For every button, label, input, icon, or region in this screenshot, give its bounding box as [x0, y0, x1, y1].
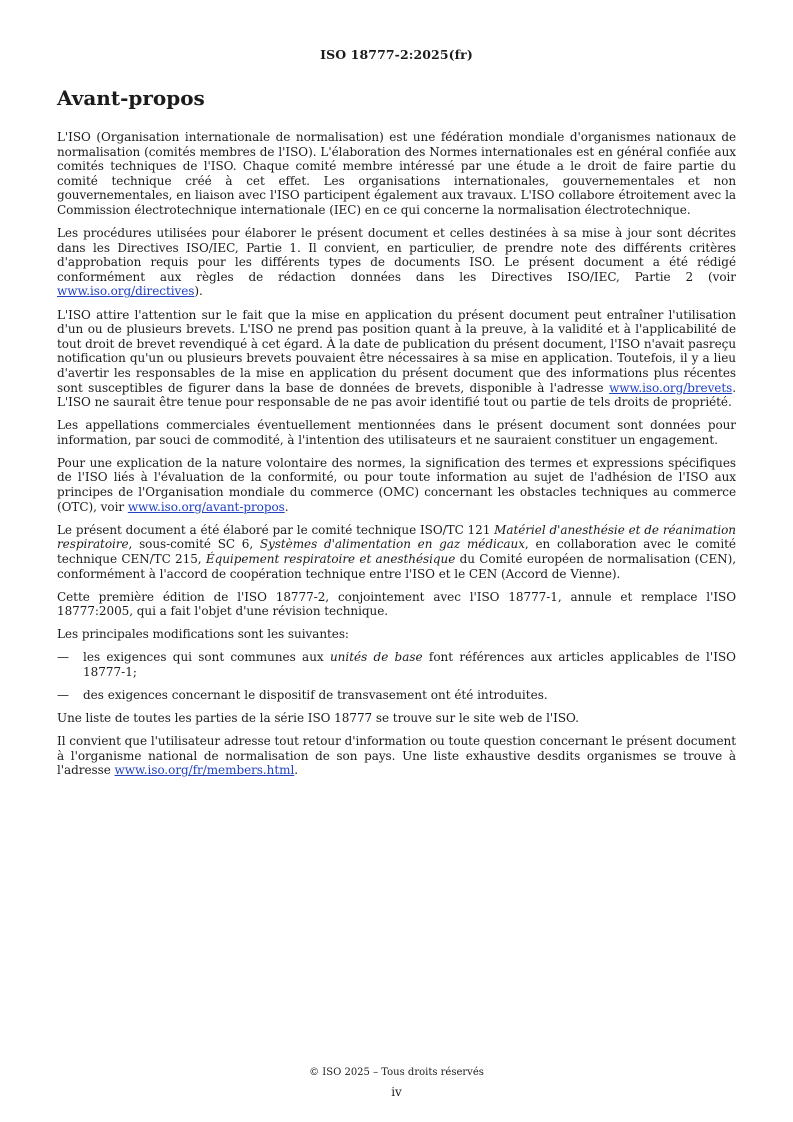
paragraph-text: Le présent document a été élaboré par le comité technique ISO/TC 121: [57, 522, 495, 537]
committee-title: Matériel d'anesthésie et de réanimation respiratoire: [57, 522, 736, 552]
paragraph-text-end: .: [284, 499, 289, 514]
paragraph-iso-description: L'ISO (Organisation internationale de normalisation) est une fédération mondiale d'organismes nationaux de normalisation (comités membres de l'ISO). L'élaboration des Normes internationales est en général confiée aux comités techniques de l'ISO. Chaque comité membre intéressé par une étude a le droit de faire partie du comité technique créé à cet effet. Les organisations internationales, gouvernementales et non gouvernementales, en liaison avec l'ISO participent également aux travaux. L'ISO collabore étroitement avec la Commission électrotechnique internationale (IEC) en ce qui concerne la normalisation électrotechnique.: [57, 130, 736, 217]
foreword-link[interactable]: www.iso.org/avant-propos: [127, 499, 285, 514]
list-item-text: des exigences concernant le dispositif de transvasement ont été introduites.: [83, 688, 548, 703]
paragraph-text-end: .: [294, 763, 299, 778]
paragraph-series: Une liste de toutes les parties de la série ISO 18777 se trouve sur le site web de l'ISO.: [57, 711, 579, 726]
paragraph-text: du Comité européen de normalisation (CEN), conformément à l'accord de coopération technique entre l'ISO et le CEN (Accord de Vienne).: [57, 551, 736, 581]
paragraph-patents: [57, 308, 736, 410]
list-dash: —: [57, 650, 69, 665]
paragraph-text-end: ).: [194, 284, 203, 299]
paragraph-voluntary-nature: [57, 456, 736, 514]
document-id-header: ISO 18777-2:2025(fr): [320, 47, 473, 62]
subcommittee-title: Systèmes d'alimentation en gaz médicaux: [259, 537, 525, 552]
directives-link[interactable]: www.iso.org/directives: [57, 284, 195, 299]
list-item: [57, 650, 736, 679]
paragraph-committee: [57, 523, 736, 581]
list-item-text: les exigences qui sont communes aux unités de base font références aux articles applicables de l'ISO 18777-1;: [83, 650, 736, 679]
cen-committee-title: Équipement respiratoire et anesthésique: [205, 551, 456, 566]
foreword-body: [57, 130, 736, 787]
paragraph-procedures: [57, 226, 736, 299]
paragraph-text: Les procédures utilisées pour élaborer le présent document et celles destinées à sa mise à jour sont décrites dans les Directives ISO/IEC, Partie 1. Il convient, en particulier, de prendre note des différents critères d'approbation requis pour les différents types de documents ISO. Le présent document a été rédigé conformément aux règles de rédaction données dans les Directives ISO/IEC, Partie 2 (voir: [57, 226, 736, 284]
paragraph-text: L'ISO attire l'attention sur le fait que la mise en application du présent document peut entraîner l'utilisation d'un ou de plusieurs brevets. L'ISO ne prend pas position quant à la preuve, à la validité et à l'applicabilité de tout droit de brevet revendiqué à cet égard. À la date de publication du présent document, l'ISO n'avait pasreçu notification qu'un ou plusieurs brevets pouvaient être nécessaires à sa mise en application. Toutefois, il y a lieu d'avertir les responsables de la mise en application du présent document que des informations plus récentes sont susceptibles de figurer dans la base de données de brevets, disponible à l'adresse: [57, 307, 736, 395]
paragraph-changes-intro: Les principales modifications sont les suivantes:: [57, 627, 349, 642]
page-number: iv: [391, 1085, 402, 1099]
paragraph-text: , sous-comité SC 6,: [128, 537, 260, 552]
list-dash: —: [57, 688, 69, 703]
paragraph-text: Pour une explication de la nature volontaire des normes, la signification des termes et expressions spécifiques de l'ISO liés à l'évaluation de la conformité, ou pour toute information au sujet de l'adhésion de l'ISO aux principes de l'Organisation mondiale du commerce (OMC) concernant les obstacles techniques au commerce (OTC), voir: [57, 455, 736, 514]
paragraph-edition: Cette première édition de l'ISO 18777-2, conjointement avec l'ISO 18777-1, annule et remplace l'ISO 18777:2005, qui a fait l'objet d'une révision technique.: [57, 589, 736, 619]
copyright-footer: © ISO 2025 – Tous droits réservés: [309, 1067, 484, 1078]
page-title: Avant-propos: [57, 86, 205, 110]
paragraph-text: , en collaboration avec le comité technique CEN/TC 215,: [57, 537, 736, 566]
members-link[interactable]: www.iso.org/fr/members.html: [114, 763, 295, 778]
patents-link[interactable]: www.iso.org/brevets: [609, 380, 733, 395]
paragraph-text: Il convient que l'utilisateur adresse tout retour d'information ou toute question concernant le présent document à l'organisme national de normalisation de son pays. Une liste exhaustive desdits organismes se trouve à l'adresse: [57, 734, 736, 778]
paragraph-text-end: . L'ISO ne saurait être tenue pour responsable de ne pas avoir identifié tout ou partie de tels droits de propriété.: [57, 380, 736, 410]
paragraph-feedback: [57, 734, 736, 778]
list-item: [57, 688, 736, 703]
paragraph-trade-names: Les appellations commerciales éventuellement mentionnées dans le présent document sont données pour information, par souci de commodité, à l'intention des utilisateurs et ne sauraient constituer un engagement.: [57, 418, 736, 447]
